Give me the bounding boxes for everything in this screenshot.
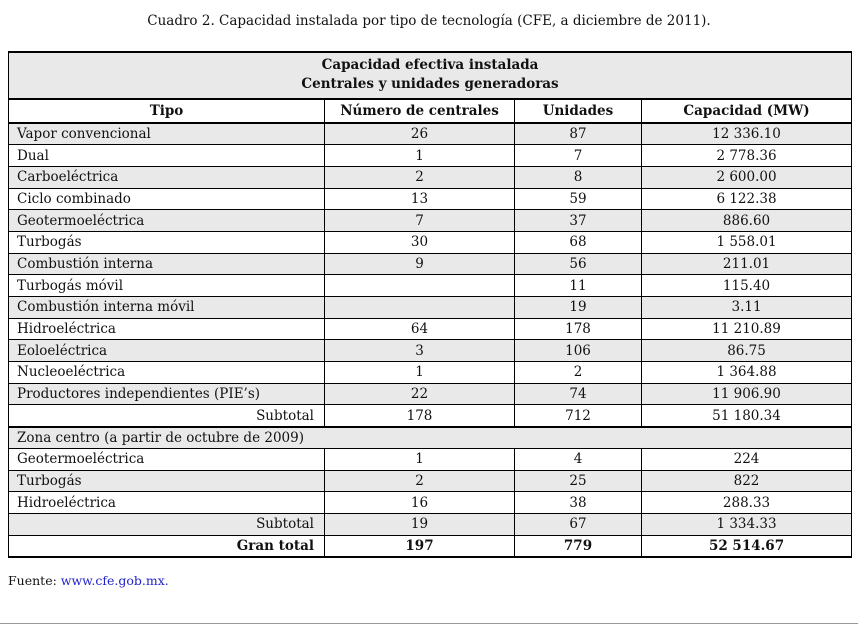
table-row bbox=[9, 383, 852, 405]
source-label: Fuente: bbox=[8, 572, 61, 588]
table-row bbox=[9, 405, 852, 427]
column-header-tipo: Tipo bbox=[9, 99, 325, 123]
cell-tipo: Nucleoeléctrica bbox=[9, 362, 325, 384]
cell-capacidad: 11 210.89 bbox=[642, 318, 852, 340]
table-title-band bbox=[9, 52, 852, 99]
cell-capacidad: 3.11 bbox=[642, 297, 852, 319]
table-row bbox=[9, 123, 852, 145]
cell-unidades: 2 bbox=[515, 362, 642, 384]
column-header-unidades: Unidades bbox=[515, 99, 642, 123]
cell-capacidad: 52 514.67 bbox=[642, 535, 852, 557]
cell-unidades: 8 bbox=[515, 166, 642, 188]
cell-centrales: 1 bbox=[325, 362, 515, 384]
cell-capacidad: 822 bbox=[642, 470, 852, 492]
table-row bbox=[9, 340, 852, 362]
cell-tipo: Subtotal bbox=[9, 405, 325, 427]
cell-tipo: Hidroeléctrica bbox=[9, 492, 325, 514]
table-row bbox=[9, 210, 852, 232]
cell-capacidad: 1 558.01 bbox=[642, 231, 852, 253]
cell-tipo: Eoloeléctrica bbox=[9, 340, 325, 362]
page-bottom-rule bbox=[0, 623, 858, 624]
table-row bbox=[9, 297, 852, 319]
cell-tipo: Vapor convencional bbox=[9, 123, 325, 145]
column-header-row bbox=[9, 99, 852, 123]
cell-unidades: 68 bbox=[515, 231, 642, 253]
table-body bbox=[9, 123, 852, 557]
cell-tipo: Geotermoeléctrica bbox=[9, 448, 325, 470]
cell-centrales: 30 bbox=[325, 231, 515, 253]
table-row bbox=[9, 253, 852, 275]
table-title-band-cell bbox=[9, 52, 852, 99]
table-row bbox=[9, 318, 852, 340]
cell-centrales bbox=[325, 275, 515, 297]
cell-centrales: 178 bbox=[325, 405, 515, 427]
capacity-table bbox=[8, 51, 852, 558]
cell-centrales: 197 bbox=[325, 535, 515, 557]
cell-centrales: 2 bbox=[325, 166, 515, 188]
table-row bbox=[9, 492, 852, 514]
cell-tipo: Combustión interna móvil bbox=[9, 297, 325, 319]
cell-capacidad: 6 122.38 bbox=[642, 188, 852, 210]
cell-unidades: 779 bbox=[515, 535, 642, 557]
table-row bbox=[9, 166, 852, 188]
table-row bbox=[9, 448, 852, 470]
cell-capacidad: 12 336.10 bbox=[642, 123, 852, 145]
cell-tipo: Gran total bbox=[9, 535, 325, 557]
cell-unidades: 4 bbox=[515, 448, 642, 470]
cell-centrales: 7 bbox=[325, 210, 515, 232]
cell-unidades: 178 bbox=[515, 318, 642, 340]
table-row bbox=[9, 231, 852, 253]
cell-tipo: Turbogás bbox=[9, 231, 325, 253]
cell-capacidad: 2 600.00 bbox=[642, 166, 852, 188]
cell-centrales: 9 bbox=[325, 253, 515, 275]
cell-centrales: 22 bbox=[325, 383, 515, 405]
cell-capacidad: 51 180.34 bbox=[642, 405, 852, 427]
cell-capacidad: 115.40 bbox=[642, 275, 852, 297]
cell-tipo: Turbogás móvil bbox=[9, 275, 325, 297]
cell-unidades: 25 bbox=[515, 470, 642, 492]
cell-capacidad: 86.75 bbox=[642, 340, 852, 362]
cell-capacidad: 288.33 bbox=[642, 492, 852, 514]
table-row bbox=[9, 145, 852, 167]
cell-unidades: 87 bbox=[515, 123, 642, 145]
cell-tipo: Turbogás bbox=[9, 470, 325, 492]
table-row bbox=[9, 535, 852, 557]
cell-capacidad: 1 364.88 bbox=[642, 362, 852, 384]
source-link[interactable]: www.cfe.gob.mx. bbox=[60, 572, 169, 588]
cell-centrales: 16 bbox=[325, 492, 515, 514]
cell-centrales: 2 bbox=[325, 470, 515, 492]
table-row bbox=[9, 275, 852, 297]
source-line bbox=[8, 573, 858, 588]
table-row bbox=[9, 513, 852, 535]
cell-capacidad: 11 906.90 bbox=[642, 383, 852, 405]
cell-centrales: 19 bbox=[325, 513, 515, 535]
cell-capacidad: 224 bbox=[642, 448, 852, 470]
cell-tipo: Ciclo combinado bbox=[9, 188, 325, 210]
cell-unidades: 67 bbox=[515, 513, 642, 535]
cell-tipo: Productores independientes (PIE’s) bbox=[9, 383, 325, 405]
cell-unidades: 74 bbox=[515, 383, 642, 405]
table-row bbox=[9, 470, 852, 492]
cell-centrales: 26 bbox=[325, 123, 515, 145]
cell-tipo: Hidroeléctrica bbox=[9, 318, 325, 340]
cell-tipo: Carboeléctrica bbox=[9, 166, 325, 188]
table-caption: Cuadro 2. Capacidad instalada por tipo de tecnología (CFE, a diciembre de 2011). bbox=[147, 13, 711, 29]
cell-centrales: 3 bbox=[325, 340, 515, 362]
cell-capacidad: 886.60 bbox=[642, 210, 852, 232]
table-title-line-2: Centrales y unidades generadoras bbox=[301, 76, 559, 92]
cell-unidades: 7 bbox=[515, 145, 642, 167]
table-row bbox=[9, 362, 852, 384]
cell-centrales: 1 bbox=[325, 145, 515, 167]
cell-centrales: 13 bbox=[325, 188, 515, 210]
cell-capacidad: 211.01 bbox=[642, 253, 852, 275]
cell-unidades: 106 bbox=[515, 340, 642, 362]
table-row bbox=[9, 188, 852, 210]
cell-unidades: 38 bbox=[515, 492, 642, 514]
cell-tipo: Subtotal bbox=[9, 513, 325, 535]
column-header-centrales: Número de centrales bbox=[325, 99, 515, 123]
cell-capacidad: 1 334.33 bbox=[642, 513, 852, 535]
cell-unidades: 19 bbox=[515, 297, 642, 319]
section-header-row bbox=[9, 427, 852, 449]
cell-capacidad: 2 778.36 bbox=[642, 145, 852, 167]
cell-centrales: 1 bbox=[325, 448, 515, 470]
cell-unidades: 37 bbox=[515, 210, 642, 232]
cell-tipo: Combustión interna bbox=[9, 253, 325, 275]
cell-tipo: Geotermoeléctrica bbox=[9, 210, 325, 232]
cell-unidades: 56 bbox=[515, 253, 642, 275]
cell-tipo: Dual bbox=[9, 145, 325, 167]
cell-centrales: 64 bbox=[325, 318, 515, 340]
cell-unidades: 712 bbox=[515, 405, 642, 427]
section-header-label: Zona centro (a partir de octubre de 2009) bbox=[9, 427, 852, 449]
cell-unidades: 59 bbox=[515, 188, 642, 210]
column-header-capacidad: Capacidad (MW) bbox=[642, 99, 852, 123]
cell-centrales bbox=[325, 297, 515, 319]
table-title-line-1: Capacidad efectiva instalada bbox=[321, 57, 539, 73]
cell-unidades: 11 bbox=[515, 275, 642, 297]
